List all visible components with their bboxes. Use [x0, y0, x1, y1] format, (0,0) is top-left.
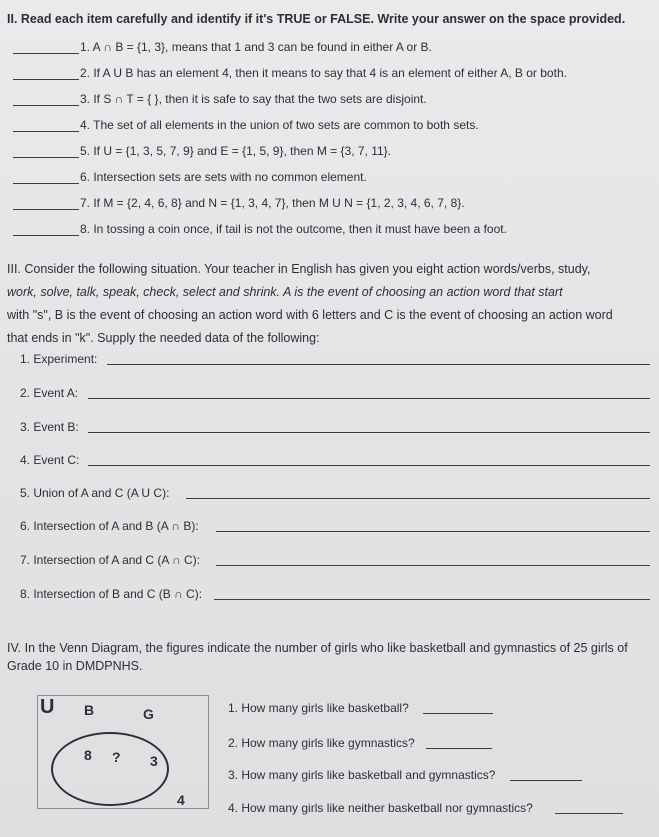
answer-blank-3-5[interactable]: [186, 498, 650, 499]
venn-universe-label: U: [40, 696, 55, 718]
part3-item-6: 6. Intersection of A and B (A ∩ B):: [20, 519, 199, 533]
answer-blank-3-2[interactable]: [88, 398, 650, 399]
answer-blank-4-4[interactable]: [555, 813, 623, 814]
part4-line-2: Grade 10 in DMDPNHS.: [7, 659, 143, 673]
part3-line-1: III. Consider the following situation. Your teacher in English has given you eight action words/verbs, study,: [7, 262, 591, 276]
part3-item-7: 7. Intersection of A and C (A ∩ C):: [20, 553, 201, 567]
answer-blank-2-6[interactable]: [13, 183, 79, 184]
part3-line-2: work, solve, talk, speak, check, select and shrink. A is the event of choosing an action word that start: [7, 285, 563, 299]
venn-set-g-label: G: [143, 706, 154, 722]
part3-item-2: 2. Event A:: [20, 386, 79, 400]
part2-item-3: 3. If S ∩ T = { }, then it is safe to say that the two sets are disjoint.: [80, 92, 427, 106]
part2-item-5: 5. If U = {1, 3, 5, 7, 9} and E = {1, 5, 9}, then M = {3, 7, 11}.: [80, 144, 392, 158]
part3-item-5: 5. Union of A and C (A U C):: [20, 486, 170, 500]
answer-blank-2-5[interactable]: [13, 157, 79, 158]
venn-circle: [51, 732, 169, 806]
part4-question-1: 1. How many girls like basketball?: [228, 701, 409, 715]
venn-g-only-value: 3: [150, 753, 158, 769]
answer-blank-2-7[interactable]: [13, 209, 79, 210]
answer-blank-2-8[interactable]: [13, 235, 79, 236]
part2-item-1: 1. A ∩ B = {1, 3}, means that 1 and 3 can be found in either A or B.: [80, 40, 432, 54]
part2-item-7: 7. If M = {2, 4, 6, 8} and N = {1, 3, 4, 7}, then M U N = {1, 2, 3, 4, 6, 7, 8}.: [80, 196, 465, 210]
part3-item-4: 4. Event C:: [20, 453, 80, 467]
answer-blank-3-6[interactable]: [216, 531, 650, 532]
part2-item-2: 2. If A U B has an element 4, then it means to say that 4 is an element of either A, B or both.: [80, 66, 567, 80]
part2-item-6: 6. Intersection sets are sets with no common element.: [80, 170, 367, 184]
part4-line-1: IV. In the Venn Diagram, the figures indicate the number of girls who like basketball and gymnastics of 25 girls of: [7, 641, 628, 655]
answer-blank-3-1[interactable]: [107, 364, 650, 365]
part4-question-4: 4. How many girls like neither basketball nor gymnastics?: [228, 801, 533, 815]
answer-blank-3-4[interactable]: [88, 465, 650, 466]
venn-diagram: [37, 695, 209, 809]
part2-item-4: 4. The set of all elements in the union of two sets are common to both sets.: [80, 118, 479, 132]
part3-item-1: 1. Experiment:: [20, 352, 98, 366]
answer-blank-3-3[interactable]: [88, 432, 650, 433]
answer-blank-3-7[interactable]: [216, 565, 650, 566]
venn-set-b-label: B: [84, 702, 95, 718]
part3-line-3: with "s", B is the event of choosing an action word with 6 letters and C is the event of choosing an action word: [7, 308, 613, 322]
part4-question-3: 3. How many girls like basketball and gymnastics?: [228, 768, 496, 782]
answer-blank-4-3[interactable]: [510, 780, 582, 781]
answer-blank-2-2[interactable]: [13, 79, 79, 80]
answer-blank-4-2[interactable]: [426, 748, 492, 749]
venn-neither-value: 4: [177, 792, 185, 808]
part4-question-2: 2. How many girls like gymnastics?: [228, 736, 415, 750]
part3-item-8: 8. Intersection of B and C (B ∩ C):: [20, 587, 203, 601]
venn-both-value: ?: [112, 749, 121, 765]
answer-blank-4-1[interactable]: [423, 713, 493, 714]
answer-blank-2-4[interactable]: [13, 131, 79, 132]
answer-blank-2-3[interactable]: [13, 105, 79, 106]
answer-blank-2-1[interactable]: [13, 53, 79, 54]
part2-heading: II. Read each item carefully and identify if it's TRUE or FALSE. Write your answer on the space provided.: [7, 12, 626, 26]
answer-blank-3-8[interactable]: [214, 599, 650, 600]
part3-line-4: that ends in "k". Supply the needed data of the following:: [7, 331, 320, 345]
part3-item-3: 3. Event B:: [20, 420, 79, 434]
part2-item-8: 8. In tossing a coin once, if tail is not the outcome, then it must have been a foot.: [80, 222, 507, 236]
venn-b-only-value: 8: [84, 747, 92, 763]
